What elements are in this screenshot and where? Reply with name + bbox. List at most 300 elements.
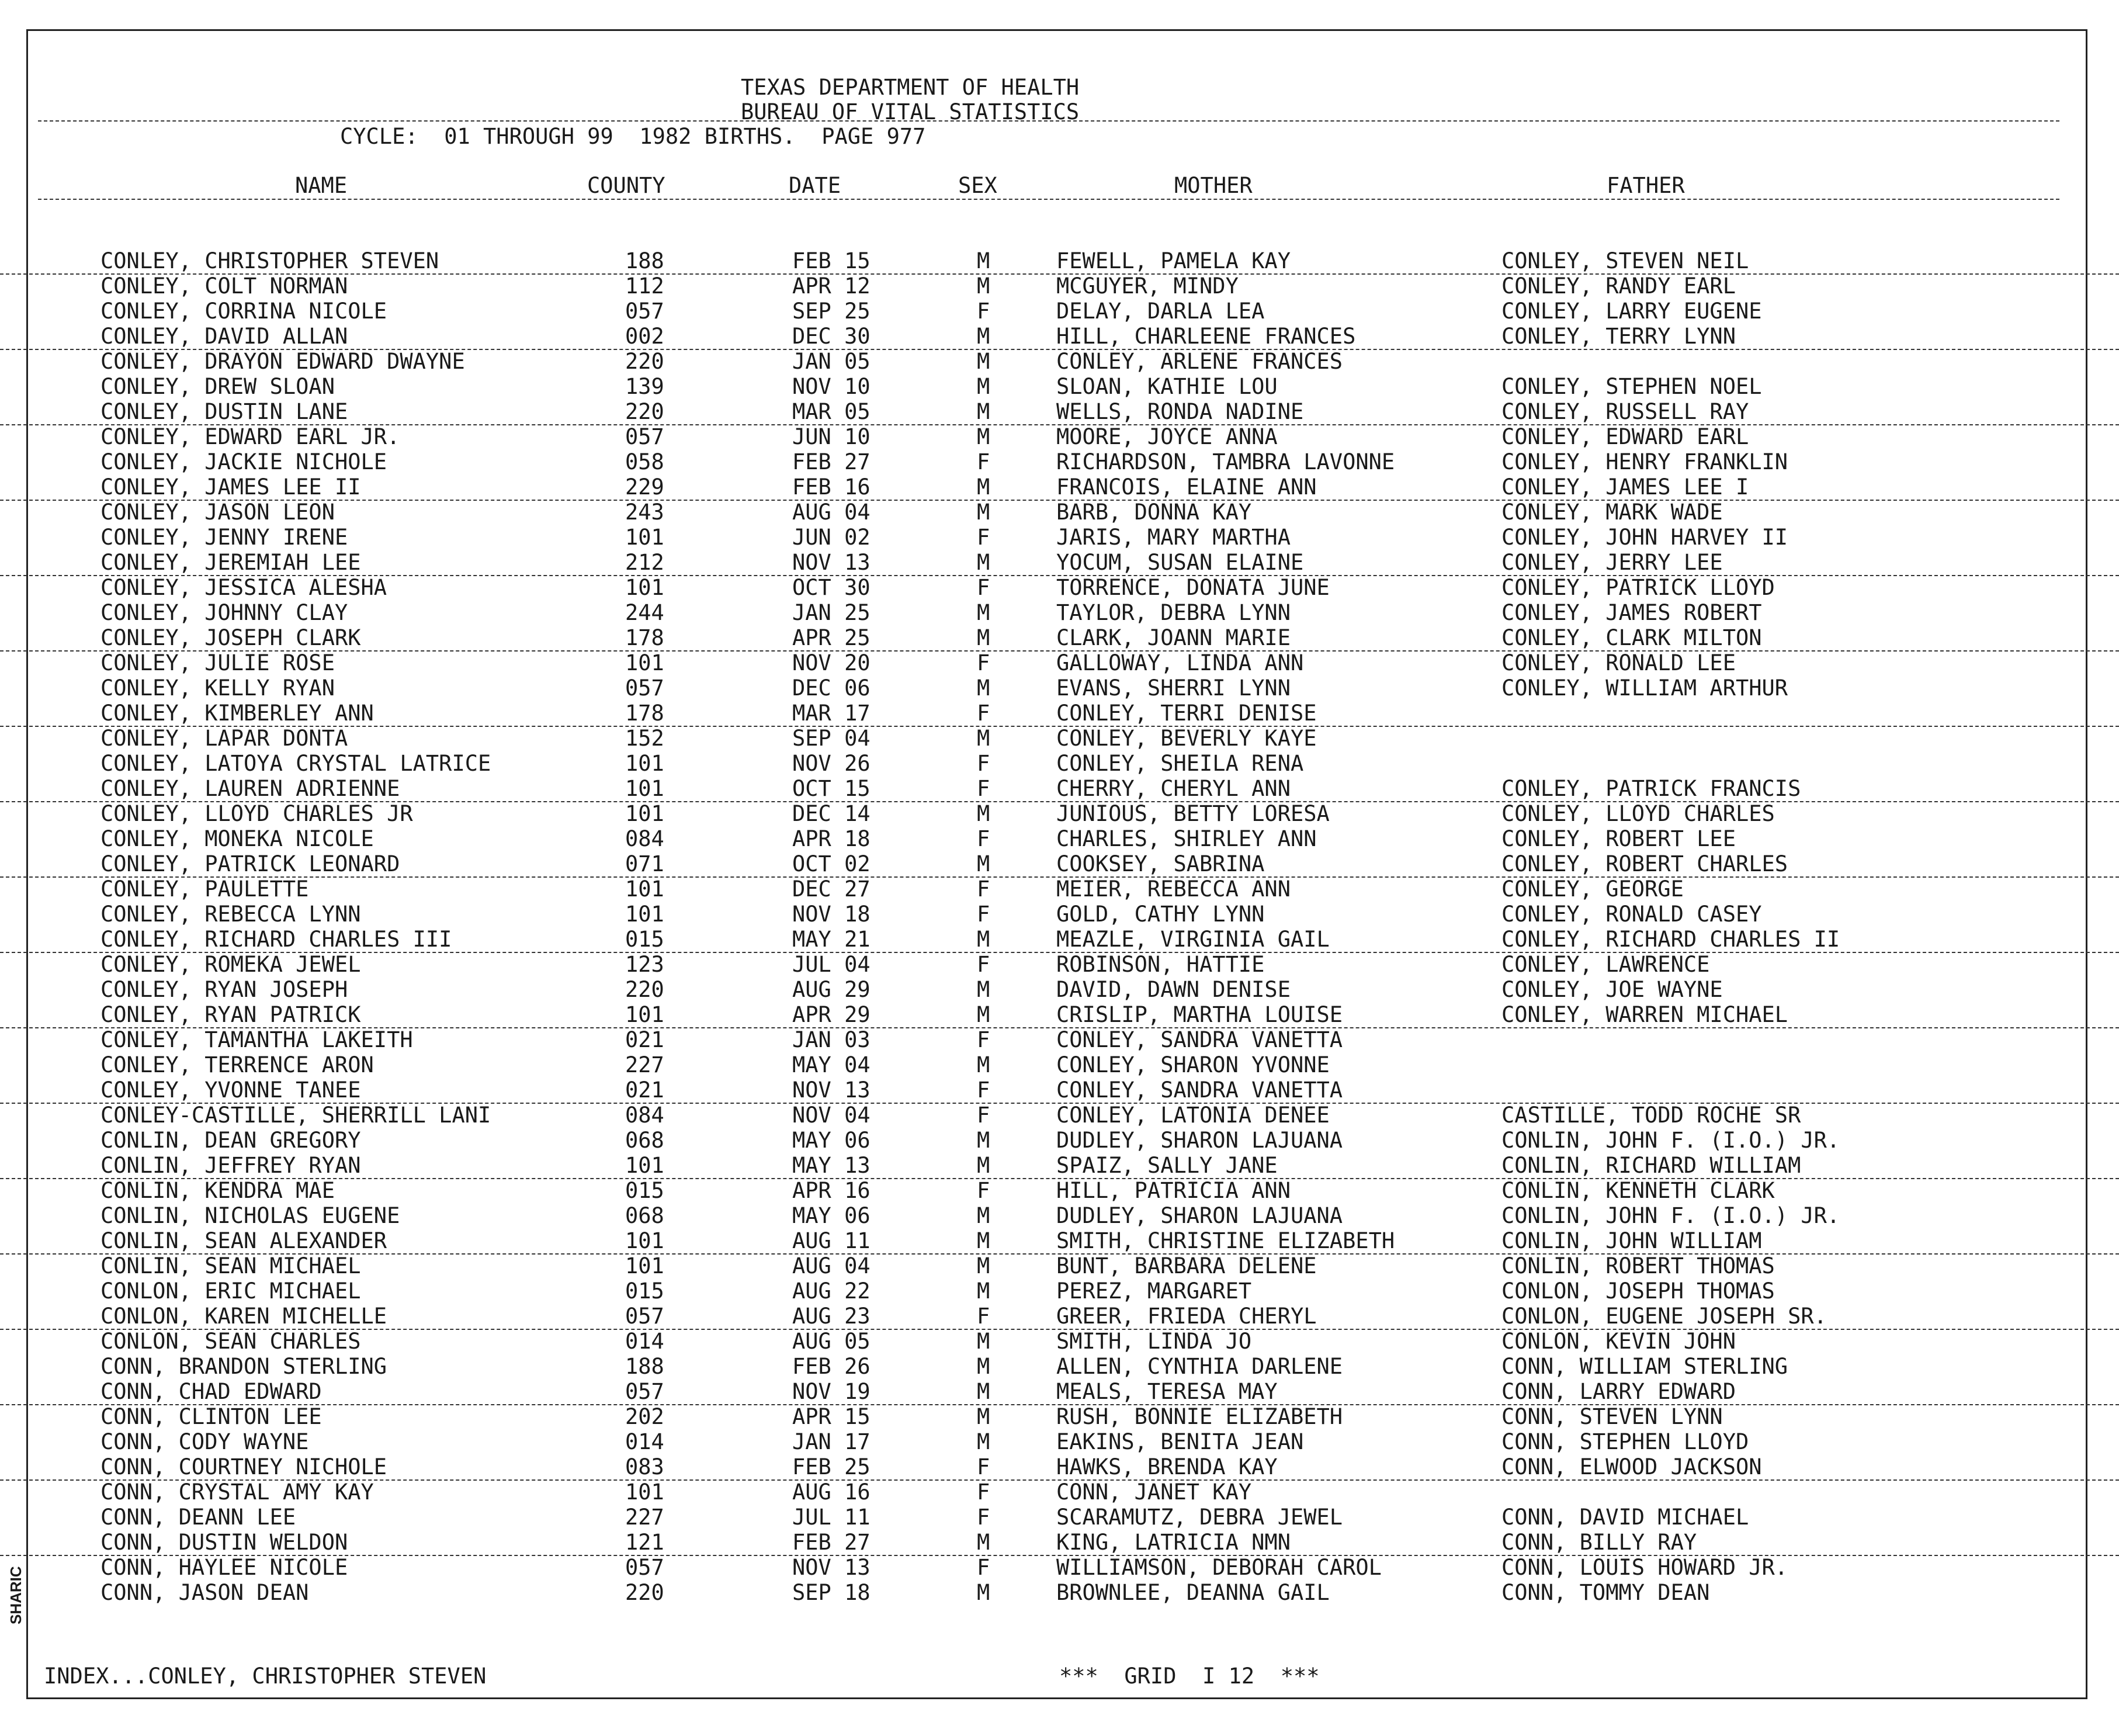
cell-county: 123	[625, 952, 664, 977]
cell-name: CONLEY, LATOYA CRYSTAL LATRICE	[100, 751, 491, 776]
table-row	[0, 1103, 2119, 1128]
cell-county: 121	[625, 1530, 664, 1555]
cell-sex: F	[977, 1027, 990, 1052]
cell-father: CONLEY, JOE WAYNE	[1501, 977, 1723, 1002]
cell-mother: KING, LATRICIA NMN	[1056, 1530, 1291, 1555]
table-row	[0, 902, 2119, 927]
cell-mother: EAKINS, BENITA JEAN	[1056, 1429, 1304, 1454]
cell-county: 101	[625, 1228, 664, 1253]
table-row	[0, 1178, 2119, 1203]
column-header-mother: MOTHER	[1174, 173, 1253, 198]
cell-father: CONN, TOMMY DEAN	[1501, 1580, 1710, 1605]
table-row	[0, 650, 2119, 675]
table-row	[0, 374, 2119, 399]
cell-county: 057	[625, 299, 664, 324]
cell-sex: M	[977, 1354, 990, 1379]
cell-mother: CONN, JANET KAY	[1056, 1479, 1252, 1505]
table-row	[0, 1153, 2119, 1179]
cell-father: CONLEY, ROBERT LEE	[1501, 826, 1736, 851]
table-row	[0, 324, 2119, 350]
cell-mother: SMITH, LINDA JO	[1056, 1329, 1252, 1354]
cell-father: CONLEY, STEPHEN NOEL	[1501, 374, 1762, 399]
table-row	[0, 1379, 2119, 1405]
column-header-sex: SEX	[958, 173, 997, 198]
cell-sex: M	[977, 500, 990, 525]
table-row	[0, 1077, 2119, 1104]
cell-father: CONLEY, LAWRENCE	[1501, 952, 1710, 977]
cell-date: MAY 04	[792, 1052, 871, 1077]
table-row	[0, 1278, 2119, 1304]
cell-date: OCT 02	[792, 851, 871, 876]
cell-date: OCT 15	[792, 776, 871, 801]
cell-date: APR 16	[792, 1178, 871, 1203]
cell-sex: F	[977, 1103, 990, 1128]
cell-sex: F	[977, 1479, 990, 1505]
table-row	[0, 1505, 2119, 1530]
table-row	[0, 273, 2119, 299]
cell-mother: GOLD, CATHY LYNN	[1056, 902, 1265, 927]
table-row	[0, 1454, 2119, 1481]
cell-mother: DAVID, DAWN DENISE	[1056, 977, 1291, 1002]
cell-mother: JARIS, MARY MARTHA	[1056, 525, 1291, 550]
cell-mother: DUDLEY, SHARON LAJUANA	[1056, 1203, 1343, 1228]
cell-father: CONLEY, EDWARD EARL	[1501, 424, 1749, 449]
cell-county: 101	[625, 1002, 664, 1027]
cell-name: CONLEY, TERRENCE ARON	[100, 1052, 374, 1077]
cell-mother: CONLEY, SHARON YVONNE	[1056, 1052, 1330, 1077]
cell-name: CONLEY, DAVID ALLAN	[100, 324, 348, 349]
table-row	[0, 1329, 2119, 1354]
cell-name: CONLEY, YVONNE TANEE	[100, 1077, 361, 1103]
cell-mother: JUNIOUS, BETTY LORESA	[1056, 801, 1330, 826]
cell-name: CONN, DUSTIN WELDON	[100, 1530, 348, 1555]
table-row	[0, 1304, 2119, 1330]
cell-mother: ROBINSON, HATTIE	[1056, 952, 1265, 977]
cell-date: AUG 23	[792, 1304, 871, 1329]
table-row	[0, 1580, 2119, 1605]
cell-mother: CLARK, JOANN MARIE	[1056, 625, 1291, 650]
cell-mother: SMITH, CHRISTINE ELIZABETH	[1056, 1228, 1395, 1253]
agency-title: TEXAS DEPARTMENT OF HEALTH	[741, 75, 1080, 100]
cell-father: CONN, STEPHEN LLOYD	[1501, 1429, 1749, 1454]
cell-county: 139	[625, 374, 664, 399]
cell-date: NOV 20	[792, 650, 871, 675]
cell-county: 244	[625, 600, 664, 625]
table-row	[0, 248, 2119, 275]
cell-mother: MCGUYER, MINDY	[1056, 273, 1239, 299]
table-row	[0, 1429, 2119, 1454]
cell-mother: WILLIAMSON, DEBORAH CAROL	[1056, 1555, 1382, 1580]
cell-date: APR 12	[792, 273, 871, 299]
table-row	[0, 1027, 2119, 1052]
cell-sex: M	[977, 1278, 990, 1304]
cell-county: 002	[625, 324, 664, 349]
cell-name: CONLIN, DEAN GREGORY	[100, 1128, 361, 1153]
cell-date: NOV 26	[792, 751, 871, 776]
cell-date: DEC 06	[792, 675, 871, 701]
cell-name: CONLEY, JEREMIAH LEE	[100, 550, 361, 575]
cell-county: 101	[625, 525, 664, 550]
grid-footer: *** GRID I 12 ***	[1059, 1664, 1320, 1689]
cell-name: CONN, DEANN LEE	[100, 1505, 296, 1530]
cell-date: SEP 04	[792, 726, 871, 751]
cell-sex: M	[977, 1002, 990, 1027]
cell-sex: M	[977, 324, 990, 349]
cell-date: JUN 02	[792, 525, 871, 550]
cell-county: 021	[625, 1027, 664, 1052]
cell-father: CASTILLE, TODD ROCHE SR	[1501, 1103, 1801, 1128]
cell-mother: CONLEY, TERRI DENISE	[1056, 701, 1317, 726]
cell-name: CONLEY, JASON LEON	[100, 500, 335, 525]
cell-date: OCT 30	[792, 575, 871, 600]
cell-father: CONLIN, JOHN F. (I.O.) JR.	[1501, 1203, 1840, 1228]
cell-father: CONLON, EUGENE JOSEPH SR.	[1501, 1304, 1827, 1329]
column-header-divider	[38, 199, 2059, 200]
cell-date: MAR 17	[792, 701, 871, 726]
cell-father: CONLEY, PATRICK FRANCIS	[1501, 776, 1801, 801]
cell-name: CONLEY, JESSICA ALESHA	[100, 575, 387, 600]
cell-sex: F	[977, 575, 990, 600]
cell-date: APR 29	[792, 1002, 871, 1027]
cell-father: CONLEY, HENRY FRANKLIN	[1501, 449, 1788, 474]
cell-sex: M	[977, 1253, 990, 1278]
cell-father: CONLEY, MARK WADE	[1501, 500, 1723, 525]
cell-county: 101	[625, 1253, 664, 1278]
cell-father: CONLEY, JAMES LEE I	[1501, 474, 1749, 500]
cell-county: 057	[625, 1379, 664, 1404]
table-row	[0, 776, 2119, 802]
cell-date: NOV 13	[792, 550, 871, 575]
cell-father: CONN, WILLIAM STERLING	[1501, 1354, 1788, 1379]
table-row	[0, 1203, 2119, 1228]
cell-county: 101	[625, 1153, 664, 1178]
cell-sex: F	[977, 1505, 990, 1530]
cell-father: CONLIN, JOHN F. (I.O.) JR.	[1501, 1128, 1840, 1153]
table-row	[0, 977, 2119, 1002]
cell-sex: M	[977, 424, 990, 449]
cell-county: 220	[625, 399, 664, 424]
table-row	[0, 500, 2119, 525]
cell-mother: FEWELL, PAMELA KAY	[1056, 248, 1291, 273]
cell-sex: M	[977, 1153, 990, 1178]
cell-sex: M	[977, 851, 990, 876]
cell-father: CONN, ELWOOD JACKSON	[1501, 1454, 1762, 1479]
cell-mother: DUDLEY, SHARON LAJUANA	[1056, 1128, 1343, 1153]
cell-date: APR 25	[792, 625, 871, 650]
table-row	[0, 1354, 2119, 1379]
cell-name: CONN, JASON DEAN	[100, 1580, 309, 1605]
cell-father: CONLEY, JOHN HARVEY II	[1501, 525, 1788, 550]
cell-father: CONLEY, CLARK MILTON	[1501, 625, 1762, 650]
cell-name: CONLEY, CORRINA NICOLE	[100, 299, 387, 324]
cell-sex: F	[977, 776, 990, 801]
cell-name: CONLEY, KELLY RYAN	[100, 675, 335, 701]
cell-mother: CONLEY, LATONIA DENEE	[1056, 1103, 1330, 1128]
cell-sex: F	[977, 1077, 990, 1103]
cell-county: 178	[625, 701, 664, 726]
cell-sex: F	[977, 299, 990, 324]
cell-mother: FRANCOIS, ELAINE ANN	[1056, 474, 1317, 500]
cell-father: CONLIN, KENNETH CLARK	[1501, 1178, 1775, 1203]
cell-county: 101	[625, 876, 664, 902]
cell-county: 058	[625, 449, 664, 474]
cell-date: DEC 14	[792, 801, 871, 826]
cell-mother: WELLS, RONDA NADINE	[1056, 399, 1304, 424]
cell-county: 101	[625, 801, 664, 826]
cell-father: CONLON, KEVIN JOHN	[1501, 1329, 1736, 1354]
cell-date: NOV 19	[792, 1379, 871, 1404]
cell-name: CONN, CODY WAYNE	[100, 1429, 309, 1454]
table-row	[0, 751, 2119, 776]
cell-county: 015	[625, 1178, 664, 1203]
cell-county: 112	[625, 273, 664, 299]
cell-sex: M	[977, 1404, 990, 1429]
cell-sex: F	[977, 1555, 990, 1580]
cell-name: CONLEY, CHRISTOPHER STEVEN	[100, 248, 439, 273]
cell-date: AUG 04	[792, 1253, 871, 1278]
column-header-father: FATHER	[1607, 173, 1685, 198]
cell-sex: M	[977, 927, 990, 952]
cell-father: CONLEY, RUSSELL RAY	[1501, 399, 1749, 424]
cell-name: CONLEY, PAULETTE	[100, 876, 309, 902]
cell-name: CONLEY, JENNY IRENE	[100, 525, 348, 550]
column-header-date: DATE	[789, 173, 841, 198]
cell-sex: F	[977, 902, 990, 927]
cell-county: 243	[625, 500, 664, 525]
cell-father: CONLEY, GEORGE	[1501, 876, 1684, 902]
cell-county: 202	[625, 1404, 664, 1429]
cell-county: 057	[625, 675, 664, 701]
cell-date: JAN 03	[792, 1027, 871, 1052]
cell-mother: RUSH, BONNIE ELIZABETH	[1056, 1404, 1343, 1429]
cell-father: CONLIN, RICHARD WILLIAM	[1501, 1153, 1801, 1178]
cell-county: 188	[625, 1354, 664, 1379]
cell-mother: HILL, PATRICIA ANN	[1056, 1178, 1291, 1203]
cell-county: 057	[625, 1304, 664, 1329]
cell-mother: MOORE, JOYCE ANNA	[1056, 424, 1278, 449]
cell-mother: BROWNLEE, DEANNA GAIL	[1056, 1580, 1330, 1605]
cell-sex: F	[977, 701, 990, 726]
cell-father: CONLEY, RANDY EARL	[1501, 273, 1736, 299]
cell-name: CONLEY, JOHNNY CLAY	[100, 600, 348, 625]
cell-county: 188	[625, 248, 664, 273]
cell-sex: M	[977, 726, 990, 751]
cell-sex: M	[977, 374, 990, 399]
cell-name: CONLIN, KENDRA MAE	[100, 1178, 335, 1203]
cell-date: DEC 30	[792, 324, 871, 349]
table-row	[0, 1530, 2119, 1556]
cell-father: CONLEY, RONALD CASEY	[1501, 902, 1762, 927]
cell-name: CONLEY, COLT NORMAN	[100, 273, 348, 299]
cell-father: CONLIN, ROBERT THOMAS	[1501, 1253, 1775, 1278]
cell-mother: CONLEY, SHEILA RENA	[1056, 751, 1304, 776]
cell-sex: M	[977, 1580, 990, 1605]
cell-date: AUG 11	[792, 1228, 871, 1253]
cell-name: CONLIN, SEAN ALEXANDER	[100, 1228, 387, 1253]
cell-father: CONLEY, TERRY LYNN	[1501, 324, 1736, 349]
cell-county: 220	[625, 349, 664, 374]
cell-name: CONLEY, LAPAR DONTA	[100, 726, 348, 751]
cell-mother: CONLEY, SANDRA VANETTA	[1056, 1027, 1343, 1052]
cell-mother: RICHARDSON, TAMBRA LAVONNE	[1056, 449, 1395, 474]
cell-county: 015	[625, 927, 664, 952]
cell-name: CONLEY, DUSTIN LANE	[100, 399, 348, 424]
cell-name: CONLEY, REBECCA LYNN	[100, 902, 361, 927]
cell-county: 057	[625, 424, 664, 449]
cell-sex: F	[977, 1178, 990, 1203]
cell-sex: F	[977, 826, 990, 851]
table-row	[0, 1002, 2119, 1028]
cell-mother: MEAZLE, VIRGINIA GAIL	[1056, 927, 1330, 952]
cell-date: NOV 13	[792, 1555, 871, 1580]
table-row	[0, 449, 2119, 474]
cell-name: CONLEY, LLOYD CHARLES JR	[100, 801, 413, 826]
cell-sex: M	[977, 248, 990, 273]
table-row	[0, 1128, 2119, 1153]
cell-date: MAY 13	[792, 1153, 871, 1178]
cell-mother: SCARAMUTZ, DEBRA JEWEL	[1056, 1505, 1343, 1530]
cell-mother: CHERRY, CHERYL ANN	[1056, 776, 1291, 801]
table-row	[0, 550, 2119, 576]
cell-sex: M	[977, 977, 990, 1002]
column-header-county: COUNTY	[587, 173, 665, 198]
cell-mother: MEIER, REBECCA ANN	[1056, 876, 1291, 902]
cell-date: NOV 13	[792, 1077, 871, 1103]
cell-county: 227	[625, 1052, 664, 1077]
cell-name: CONLEY, PATRICK LEONARD	[100, 851, 400, 876]
cell-name: CONLEY, RICHARD CHARLES III	[100, 927, 452, 952]
cell-date: NOV 04	[792, 1103, 871, 1128]
cell-name: CONLEY, RYAN JOSEPH	[100, 977, 348, 1002]
cell-sex: M	[977, 801, 990, 826]
cell-date: FEB 25	[792, 1454, 871, 1479]
cell-mother: BUNT, BARBARA DELENE	[1056, 1253, 1317, 1278]
cell-sex: M	[977, 474, 990, 500]
cell-name: CONLEY, DRAYON EDWARD DWAYNE	[100, 349, 465, 374]
table-row	[0, 424, 2119, 449]
cell-county: 101	[625, 751, 664, 776]
cell-mother: HAWKS, BRENDA KAY	[1056, 1454, 1278, 1479]
cell-sex: M	[977, 1379, 990, 1404]
cell-date: FEB 16	[792, 474, 871, 500]
table-row	[0, 625, 2119, 652]
cell-sex: F	[977, 876, 990, 902]
cell-name: CONLEY, DREW SLOAN	[100, 374, 335, 399]
cell-sex: F	[977, 650, 990, 675]
cell-date: JAN 17	[792, 1429, 871, 1454]
table-row	[0, 952, 2119, 977]
cell-mother: TAYLOR, DEBRA LYNN	[1056, 600, 1291, 625]
bureau-title: BUREAU OF VITAL STATISTICS	[741, 99, 1080, 124]
cell-mother: ALLEN, CYNTHIA DARLENE	[1056, 1354, 1343, 1379]
table-row	[0, 600, 2119, 625]
cell-name: CONN, CHAD EDWARD	[100, 1379, 322, 1404]
cell-father: CONLEY, RICHARD CHARLES II	[1501, 927, 1840, 952]
cell-father: CONLEY, JAMES ROBERT	[1501, 600, 1762, 625]
cell-father: CONLON, JOSEPH THOMAS	[1501, 1278, 1775, 1304]
cell-father: CONLEY, STEVEN NEIL	[1501, 248, 1749, 273]
table-row	[0, 726, 2119, 751]
cell-name: CONLIN, NICHOLAS EUGENE	[100, 1203, 400, 1228]
cell-date: NOV 10	[792, 374, 871, 399]
table-row	[0, 801, 2119, 826]
table-row	[0, 876, 2119, 902]
cell-name: CONLIN, JEFFREY RYAN	[100, 1153, 361, 1178]
cell-date: MAY 06	[792, 1203, 871, 1228]
table-row	[0, 575, 2119, 600]
cell-county: 220	[625, 977, 664, 1002]
cell-date: FEB 15	[792, 248, 871, 273]
cell-name: CONLEY, TAMANTHA LAKEITH	[100, 1027, 413, 1052]
cell-date: JUL 11	[792, 1505, 871, 1530]
column-header-name: NAME	[295, 173, 348, 198]
cell-name: CONLEY, KIMBERLEY ANN	[100, 701, 374, 726]
cell-name: CONLEY, MONEKA NICOLE	[100, 826, 374, 851]
cell-date: MAY 06	[792, 1128, 871, 1153]
cell-name: CONLON, KAREN MICHELLE	[100, 1304, 387, 1329]
cell-sex: F	[977, 1304, 990, 1329]
cell-mother: DELAY, DARLA LEA	[1056, 299, 1265, 324]
cell-date: FEB 27	[792, 449, 871, 474]
cell-name: CONN, CLINTON LEE	[100, 1404, 322, 1429]
cell-date: SEP 18	[792, 1580, 871, 1605]
cell-father: CONLEY, JERRY LEE	[1501, 550, 1723, 575]
cell-father: CONLIN, JOHN WILLIAM	[1501, 1228, 1762, 1253]
cell-date: APR 18	[792, 826, 871, 851]
cell-county: 015	[625, 1278, 664, 1304]
cell-date: AUG 16	[792, 1479, 871, 1505]
cell-father: CONN, BILLY RAY	[1501, 1530, 1697, 1555]
table-row	[0, 927, 2119, 953]
cell-county: 101	[625, 575, 664, 600]
cell-date: JUN 10	[792, 424, 871, 449]
cell-sex: M	[977, 1530, 990, 1555]
cell-father: CONLEY, WARREN MICHAEL	[1501, 1002, 1788, 1027]
cell-county: 068	[625, 1128, 664, 1153]
cell-sex: F	[977, 449, 990, 474]
table-row	[0, 1555, 2119, 1580]
cell-county: 212	[625, 550, 664, 575]
table-row	[0, 525, 2119, 550]
cell-name: CONLEY-CASTILLE, SHERRILL LANI	[100, 1103, 491, 1128]
cell-name: CONLEY, RYAN PATRICK	[100, 1002, 361, 1027]
cell-date: DEC 27	[792, 876, 871, 902]
cell-name: CONLON, SEAN CHARLES	[100, 1329, 361, 1354]
cell-father: CONN, LARRY EDWARD	[1501, 1379, 1736, 1404]
cell-father: CONLEY, LARRY EUGENE	[1501, 299, 1762, 324]
cell-sex: M	[977, 1329, 990, 1354]
cell-county: 101	[625, 902, 664, 927]
table-row	[0, 349, 2119, 374]
cell-mother: PEREZ, MARGARET	[1056, 1278, 1252, 1304]
cell-date: JAN 25	[792, 600, 871, 625]
table-row	[0, 1052, 2119, 1077]
table-row	[0, 826, 2119, 851]
cell-sex: M	[977, 600, 990, 625]
cell-county: 101	[625, 776, 664, 801]
cell-name: CONN, BRANDON STERLING	[100, 1354, 387, 1379]
cell-father: CONN, STEVEN LYNN	[1501, 1404, 1723, 1429]
cell-name: CONLEY, JAMES LEE II	[100, 474, 361, 500]
cell-mother: HILL, CHARLEENE FRANCES	[1056, 324, 1356, 349]
cell-county: 101	[625, 650, 664, 675]
cell-name: CONLEY, JULIE ROSE	[100, 650, 335, 675]
cell-date: AUG 29	[792, 977, 871, 1002]
cell-county: 083	[625, 1454, 664, 1479]
cell-county: 178	[625, 625, 664, 650]
cell-sex: M	[977, 1052, 990, 1077]
cell-mother: CONLEY, SANDRA VANETTA	[1056, 1077, 1343, 1103]
